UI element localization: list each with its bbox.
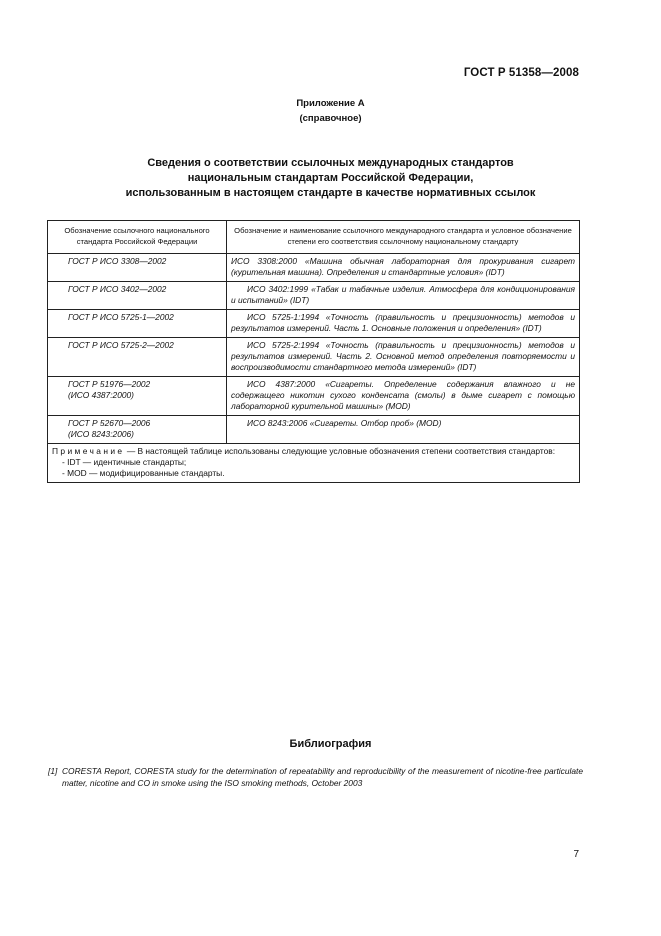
national-standard-cell bbox=[48, 377, 227, 416]
appendix-subtitle: (справочное) bbox=[299, 113, 362, 124]
table-row bbox=[48, 338, 580, 377]
national-standard-cell bbox=[48, 416, 227, 444]
bibliography-item-number: [1] bbox=[48, 766, 58, 776]
note-item-idt: - IDT — идентичные стандарты; bbox=[62, 457, 187, 467]
international-standard-cell bbox=[227, 310, 580, 338]
national-standard-cell bbox=[48, 282, 227, 310]
international-standard: ИСО 3308:2000 «Машина обычная лабораторная для прокуривания сигарет (курительная машина). Определения и стандартные условия» (IDT) bbox=[231, 256, 575, 277]
note-label: Примечание bbox=[52, 446, 125, 456]
table-header-row bbox=[48, 221, 580, 254]
bibliography-item bbox=[48, 765, 583, 789]
bibliography-item-text: CORESTA Report, CORESTA study for the determination of repeatability and reproducibility of the measurement of nicotine-free particulate matter, nicotine and CO in smoke using the ISO smoking methods, October 2003 bbox=[62, 766, 583, 788]
national-standard: ГОСТ Р ИСО 3402—2002 bbox=[68, 284, 167, 294]
note-text: — В настоящей таблице использованы следующие условные обозначения степени соответствия стандартов: bbox=[126, 446, 556, 456]
national-standard-extra: (ИСО 4387:2000) bbox=[68, 390, 134, 400]
national-standard: ГОСТ Р ИСО 5725-1—2002 bbox=[68, 312, 174, 322]
national-standard: ГОСТ Р 51976—2002 bbox=[68, 379, 151, 389]
national-standard: ГОСТ Р ИСО 3308—2002 bbox=[68, 256, 167, 266]
international-standard-cell bbox=[227, 416, 580, 444]
page-number: 7 bbox=[573, 849, 579, 860]
section-title-line-1: Сведения о соответствии ссылочных международных стандартов bbox=[147, 157, 514, 169]
section-title bbox=[0, 156, 661, 201]
section-title-line-2: национальным стандартам Российской Федерации, bbox=[187, 172, 474, 184]
international-standard-cell bbox=[227, 282, 580, 310]
column-header-international: Обозначение и наименование ссылочного международного стандарта и условное обозначение степени его соответствия ссылочному национальному стандарту bbox=[227, 221, 580, 254]
appendix-title: Приложение А bbox=[296, 98, 365, 109]
national-standard: ГОСТ Р ИСО 5725-2—2002 bbox=[68, 340, 174, 350]
international-standard-cell bbox=[227, 338, 580, 377]
section-title-line-3: использованным в настоящем стандарте в качестве нормативных ссылок bbox=[125, 187, 536, 199]
table-row bbox=[48, 377, 580, 416]
international-standard-cell bbox=[227, 254, 580, 282]
national-standard-cell bbox=[48, 310, 227, 338]
bibliography-title: Библиография bbox=[289, 738, 372, 750]
table-note-row bbox=[48, 444, 580, 483]
correspondence-table bbox=[47, 220, 580, 483]
appendix-heading bbox=[0, 96, 661, 126]
table-row bbox=[48, 310, 580, 338]
international-standard: ИСО 4387:2000 «Сигареты. Определение содержания влажного и не содержащего никотин сухого конденсата (смолы) в дыме сигарет с помощью лабораторной курительной машины» (MOD) bbox=[231, 379, 575, 411]
table-row bbox=[48, 282, 580, 310]
international-standard-cell bbox=[227, 377, 580, 416]
national-standard: ГОСТ Р 52670—2006 bbox=[68, 418, 151, 428]
table-row bbox=[48, 254, 580, 282]
international-standard: ИСО 3402:1999 «Табак и табачные изделия. Атмосфера для кондиционирования и испытаний» (IDT) bbox=[231, 284, 575, 305]
note-item-mod: - MOD — модифицированные стандарты. bbox=[62, 468, 225, 478]
table-note bbox=[48, 444, 580, 483]
international-standard: ИСО 8243:2006 «Сигареты. Отбор проб» (MOD) bbox=[247, 418, 442, 428]
national-standard-cell bbox=[48, 338, 227, 377]
international-standard: ИСО 5725-2:1994 «Точность (правильность и прецизионность) методов и результатов измерений. Часть 2. Основной метод определения повторяемости и воспроизводимости стандартного метода измерений» (IDT) bbox=[231, 340, 575, 372]
standard-number: ГОСТ Р 51358—2008 bbox=[463, 67, 579, 79]
national-standard-cell bbox=[48, 254, 227, 282]
national-standard-extra: (ИСО 8243:2006) bbox=[68, 429, 134, 439]
column-header-national: Обозначение ссылочного национального стандарта Российской Федерации bbox=[48, 221, 227, 254]
international-standard: ИСО 5725-1:1994 «Точность (правильность и прецизионность) методов и результатов измерений. Часть 1. Основные положения и определения» (IDT) bbox=[231, 312, 575, 333]
table-row bbox=[48, 416, 580, 444]
